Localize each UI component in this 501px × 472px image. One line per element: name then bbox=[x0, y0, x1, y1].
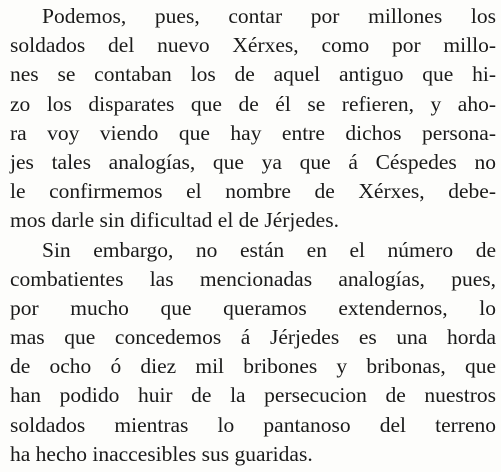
text-line: mas que concedemos á Jérjedes es una horda bbox=[10, 325, 496, 350]
text-line: ra voy viendo que hay entre dichos persona- bbox=[10, 120, 496, 145]
text-line: por mucho que queramos extendernos, lo bbox=[10, 295, 496, 320]
text-line: mos darle sin dificultad el de Jérjedes. bbox=[10, 208, 339, 233]
text-line: Sin embargo, no están en el número de bbox=[42, 237, 496, 262]
paragraph-2 bbox=[10, 236, 496, 470]
text-line: han podido huir de la persecucion de nuestros bbox=[10, 383, 496, 408]
text-line: le confirmemos el nombre de Xérxes, debe- bbox=[10, 179, 496, 204]
text-line: soldados mientras lo pantanoso del terreno bbox=[10, 412, 496, 437]
text-line: jes tales analogías, que ya que á Céspedes no bbox=[10, 149, 496, 174]
text-line: zo los disparates que de él se refieren, y aho- bbox=[10, 91, 496, 116]
text-line: combatientes las mencionadas analogías, pues, bbox=[10, 266, 496, 291]
text-line: soldados del nuevo Xérxes, como por millo- bbox=[10, 33, 496, 58]
text-line: ha hecho inaccesibles sus guaridas. bbox=[10, 441, 313, 466]
text-line: nes se contaban los de aquel antiguo que hi- bbox=[10, 62, 496, 87]
text-line: de ocho ó diez mil bribones y bribonas, que bbox=[10, 354, 496, 379]
paragraph-1 bbox=[10, 2, 496, 236]
body-text bbox=[10, 2, 496, 469]
text-line: Podemos, pues, contar por millones los bbox=[42, 4, 496, 28]
